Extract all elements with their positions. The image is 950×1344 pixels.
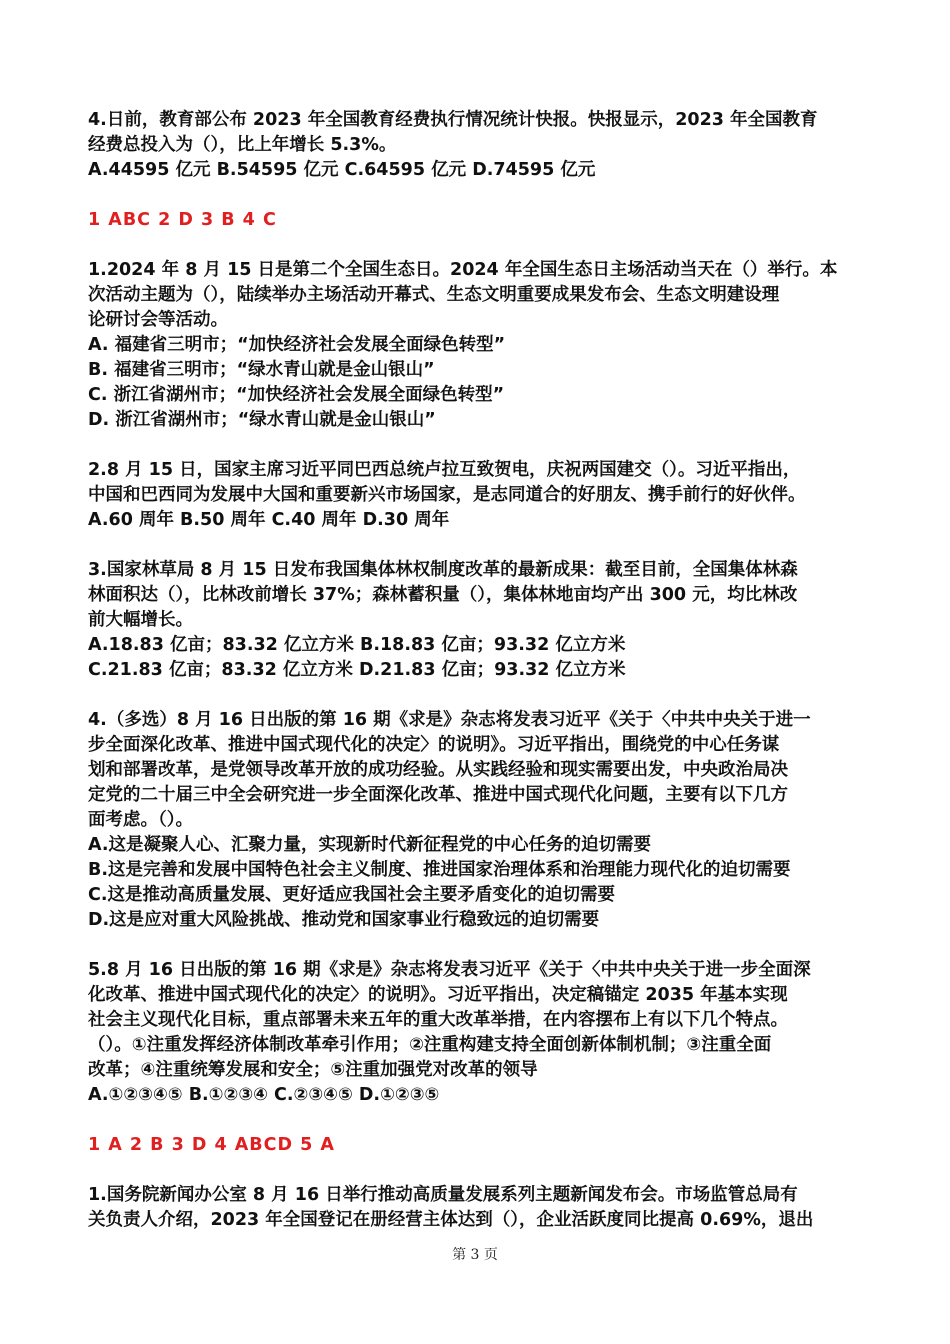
block-gap <box>88 1108 868 1133</box>
question-line: 1.国务院新闻办公室 8 月 16 日举行推动高质量发展系列主题新闻发布会。市场监管总局有 <box>88 1185 798 1205</box>
question-line: B.这是完善和发展中国特色社会主义制度、推进国家治理体系和治理能力现代化的迫切需要 <box>88 860 791 880</box>
question-line: 化改革、推进中国式现代化的决定〉的说明》。习近平指出，决定稿锚定 2035 年基本实现 <box>88 985 788 1005</box>
question-block <box>88 108 868 183</box>
document-body <box>88 108 868 1233</box>
question-block <box>88 1183 868 1233</box>
question-block <box>88 258 868 433</box>
answer-line: 1 A 2 B 3 D 4 ABCD 5 A <box>88 1135 335 1155</box>
question-line: B. 福建省三明市；“绿水青山就是金山银山” <box>88 360 435 380</box>
block-gap <box>88 683 868 708</box>
answer-key <box>88 208 868 233</box>
question-line: 面考虑。（）。 <box>88 810 193 830</box>
block-gap <box>88 183 868 208</box>
question-line: 经费总投入为（），比上年增长 5.3%。 <box>88 135 397 155</box>
answer-key <box>88 1133 868 1158</box>
question-line: 1.2024 年 8 月 15 日是第二个全国生态日。2024 年全国生态日主场活动当天在（）举行。本 <box>88 260 838 280</box>
question-line: A.60 周年 B.50 周年 C.40 周年 D.30 周年 <box>88 510 450 530</box>
question-line: 2.8 月 15 日，国家主席习近平同巴西总统卢拉互致贺电，庆祝两国建交（）。习近平指出， <box>88 460 801 480</box>
question-line: A.44595 亿元 B.54595 亿元 C.64595 亿元 D.74595 亿元 <box>88 160 596 180</box>
question-line: 5.8 月 16 日出版的第 16 期《求是》杂志将发表习近平《关于〈中共中央关于进一步全面深 <box>88 960 811 980</box>
question-line: D. 浙江省湖州市；“绿水青山就是金山银山” <box>88 410 436 430</box>
question-line: 定党的二十届三中全会研究进一步全面深化改革、推进中国式现代化问题，主要有以下几方 <box>88 785 788 805</box>
question-line: （）。①注重发挥经济体制改革牵引作用；②注重构建支持全面创新体制机制；③注重全面 <box>88 1035 772 1055</box>
question-line: 中国和巴西同为发展中大国和重要新兴市场国家，是志同道合的好朋友、携手前行的好伙伴。 <box>88 485 806 505</box>
question-line: A.18.83 亿亩；83.32 亿立方米 B.18.83 亿亩；93.32 亿立方米 <box>88 635 626 655</box>
question-line: 社会主义现代化目标，重点部署未来五年的重大改革举措，在内容摆布上有以下几个特点。 <box>88 1010 788 1030</box>
question-line: 改革；④注重统筹发展和安全；⑤注重加强党对改革的领导 <box>88 1060 538 1080</box>
question-line: 划和部署改革，是党领导改革开放的成功经验。从实践经验和现实需要出发，中央政治局决 <box>88 760 788 780</box>
question-block <box>88 708 868 933</box>
question-line: D.这是应对重大风险挑战、推动党和国家事业行稳致远的迫切需要 <box>88 910 600 930</box>
question-line: 4.日前，教育部公布 2023 年全国教育经费执行情况统计快报。快报显示，2023 年全国教育 <box>88 110 818 130</box>
question-block <box>88 558 868 683</box>
page-number: 第 3 页 <box>452 1247 498 1263</box>
block-gap <box>88 933 868 958</box>
question-block <box>88 958 868 1108</box>
block-gap <box>88 533 868 558</box>
question-line: 论研讨会等活动。 <box>88 310 228 330</box>
question-line: 前大幅增长。 <box>88 610 193 630</box>
question-line: A. 福建省三明市；“加快经济社会发展全面绿色转型” <box>88 335 506 355</box>
answer-line: 1 ABC 2 D 3 B 4 C <box>88 210 277 230</box>
question-line: 次活动主题为（），陆续举办主场活动开幕式、生态文明重要成果发布会、生态文明建设理 <box>88 285 780 305</box>
question-line: A.①②③④⑤ B.①②③④ C.②③④⑤ D.①②③⑤ <box>88 1085 440 1105</box>
question-line: 林面积达（），比林改前增长 37%；森林蓄积量（），集体林地亩均产出 300 元，均比林改 <box>88 585 798 605</box>
question-block <box>88 458 868 533</box>
block-gap <box>88 433 868 458</box>
question-line: 4.（多选）8 月 16 日出版的第 16 期《求是》杂志将发表习近平《关于〈中共中央关于进一 <box>88 710 811 730</box>
block-gap <box>88 233 868 258</box>
question-line: 关负责人介绍，2023 年全国登记在册经营主体达到（），企业活跃度同比提高 0.69%，退出 <box>88 1210 814 1230</box>
question-line: C. 浙江省湖州市；“加快经济社会发展全面绿色转型” <box>88 385 505 405</box>
block-gap <box>88 1158 868 1183</box>
question-line: 步全面深化改革、推进中国式现代化的决定〉的说明》。习近平指出，围绕党的中心任务谋 <box>88 735 780 755</box>
question-line: A.这是凝聚人心、汇聚力量，实现新时代新征程党的中心任务的迫切需要 <box>88 835 652 855</box>
question-line: C.21.83 亿亩；83.32 亿立方米 D.21.83 亿亩；93.32 亿立方米 <box>88 660 626 680</box>
question-line: C.这是推动高质量发展、更好适应我国社会主要矛盾变化的迫切需要 <box>88 885 615 905</box>
question-line: 3.国家林草局 8 月 15 日发布我国集体林权制度改革的最新成果：截至目前，全国集体林森 <box>88 560 798 580</box>
